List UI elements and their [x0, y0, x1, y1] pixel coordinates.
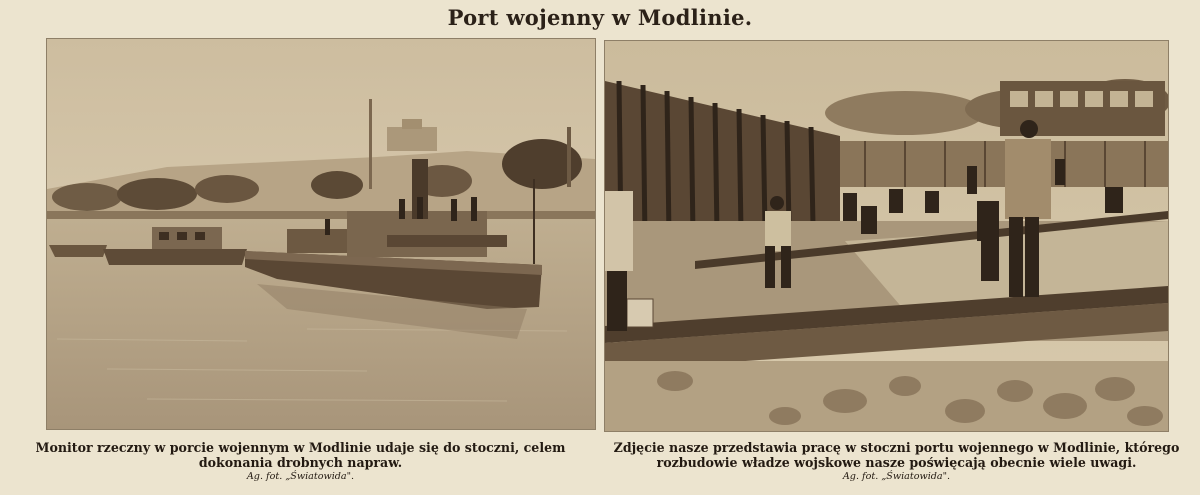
- left-photo-credit: Ag. fot. „Światowida".: [246, 471, 355, 482]
- river-monitor-photo: [46, 38, 596, 430]
- right-photo-caption: [604, 440, 1189, 483]
- shipyard-work-photo: [604, 40, 1169, 432]
- left-photo-caption: [8, 440, 593, 483]
- page-title: Port wojenny w Modlinie.: [447, 5, 753, 30]
- left-caption-text: Monitor rzeczny w porcie wojennym w Modlinie udaje się do stoczni, celem dokonania drobnych napraw.: [35, 440, 566, 470]
- right-photo-credit: Ag. fot. „Światowida".: [842, 471, 951, 482]
- right-caption-text: Zdjęcie nasze przedstawia pracę w stoczni portu wojennego w Modlinie, którego rozbudowie władze wojskowe nasze poświęcają obecnie wiele uwagi.: [613, 440, 1180, 470]
